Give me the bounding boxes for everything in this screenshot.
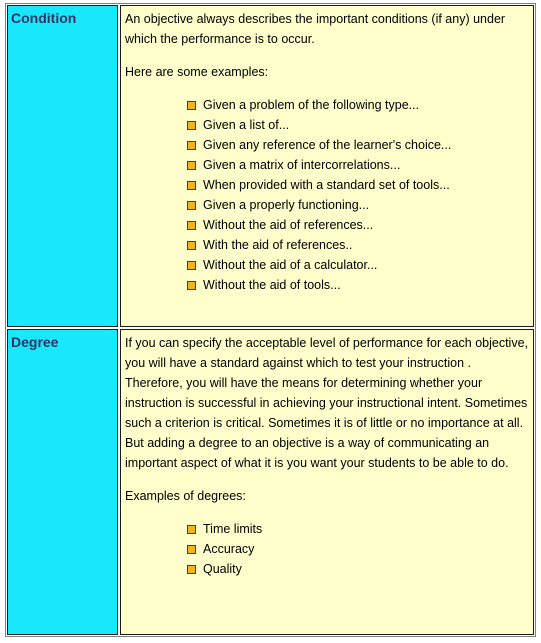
list-item bbox=[187, 195, 529, 215]
square-bullet-icon bbox=[187, 161, 196, 170]
paragraph: Examples of degrees: bbox=[125, 489, 246, 503]
list-item-text: Without the aid of tools... bbox=[203, 278, 341, 292]
row-label: Condition bbox=[11, 10, 77, 26]
square-bullet-icon bbox=[187, 525, 196, 534]
table-row-degree bbox=[7, 329, 534, 635]
square-bullet-icon bbox=[187, 281, 196, 290]
square-bullet-icon bbox=[187, 241, 196, 250]
paragraph: An objective always describes the important conditions (if any) under which the performance is to occur. bbox=[125, 12, 506, 46]
square-bullet-icon bbox=[187, 545, 196, 554]
list-item bbox=[187, 519, 529, 539]
list-item-text: When provided with a standard set of tools... bbox=[203, 178, 450, 192]
label-cell bbox=[7, 329, 118, 635]
list-item-text: Without the aid of a calculator... bbox=[203, 258, 378, 272]
table-row-condition bbox=[7, 5, 534, 327]
list-item bbox=[187, 95, 529, 115]
list-item-text: Accuracy bbox=[203, 542, 255, 556]
list-item bbox=[187, 255, 529, 275]
objectives-table bbox=[5, 3, 536, 637]
bullet-list bbox=[125, 519, 529, 579]
content-cell bbox=[120, 329, 534, 635]
square-bullet-icon bbox=[187, 565, 196, 574]
list-item-text: Without the aid of references... bbox=[203, 218, 374, 232]
list-item-text: Given a properly functioning... bbox=[203, 198, 370, 212]
content-cell bbox=[120, 5, 534, 327]
list-item bbox=[187, 235, 529, 255]
list-item-text: Given a list of... bbox=[203, 118, 290, 132]
list-item bbox=[187, 275, 529, 295]
list-item bbox=[187, 115, 529, 135]
list-item-text: With the aid of references.. bbox=[203, 238, 353, 252]
square-bullet-icon bbox=[187, 101, 196, 110]
bullet-list bbox=[125, 95, 529, 295]
list-item bbox=[187, 539, 529, 559]
paragraph: If you can specify the acceptable level of performance for each objective, you will have a standard against which to test your instruction . Therefore, you will have the means for determining whether your instruction is successful in achieving your instructional intent. Sometimes such a criterion is critical. Sometimes it is of little or no importance at all. But adding a degree to an objective is a way of communicating an important aspect of what it is you want your students to be able to do. bbox=[125, 336, 529, 470]
list-item-text: Given any reference of the learner's choice... bbox=[203, 138, 452, 152]
list-item bbox=[187, 135, 529, 155]
list-item-text: Given a matrix of intercorrelations... bbox=[203, 158, 401, 172]
paragraph: Here are some examples: bbox=[125, 65, 269, 79]
list-item bbox=[187, 155, 529, 175]
list-item-text: Quality bbox=[203, 562, 242, 576]
list-item bbox=[187, 215, 529, 235]
list-item bbox=[187, 559, 529, 579]
square-bullet-icon bbox=[187, 201, 196, 210]
row-label: Degree bbox=[11, 334, 59, 350]
label-cell bbox=[7, 5, 118, 327]
square-bullet-icon bbox=[187, 221, 196, 230]
list-item-text: Given a problem of the following type... bbox=[203, 98, 420, 112]
square-bullet-icon bbox=[187, 121, 196, 130]
list-item bbox=[187, 175, 529, 195]
square-bullet-icon bbox=[187, 141, 196, 150]
square-bullet-icon bbox=[187, 181, 196, 190]
list-item-text: Time limits bbox=[203, 522, 263, 536]
square-bullet-icon bbox=[187, 261, 196, 270]
